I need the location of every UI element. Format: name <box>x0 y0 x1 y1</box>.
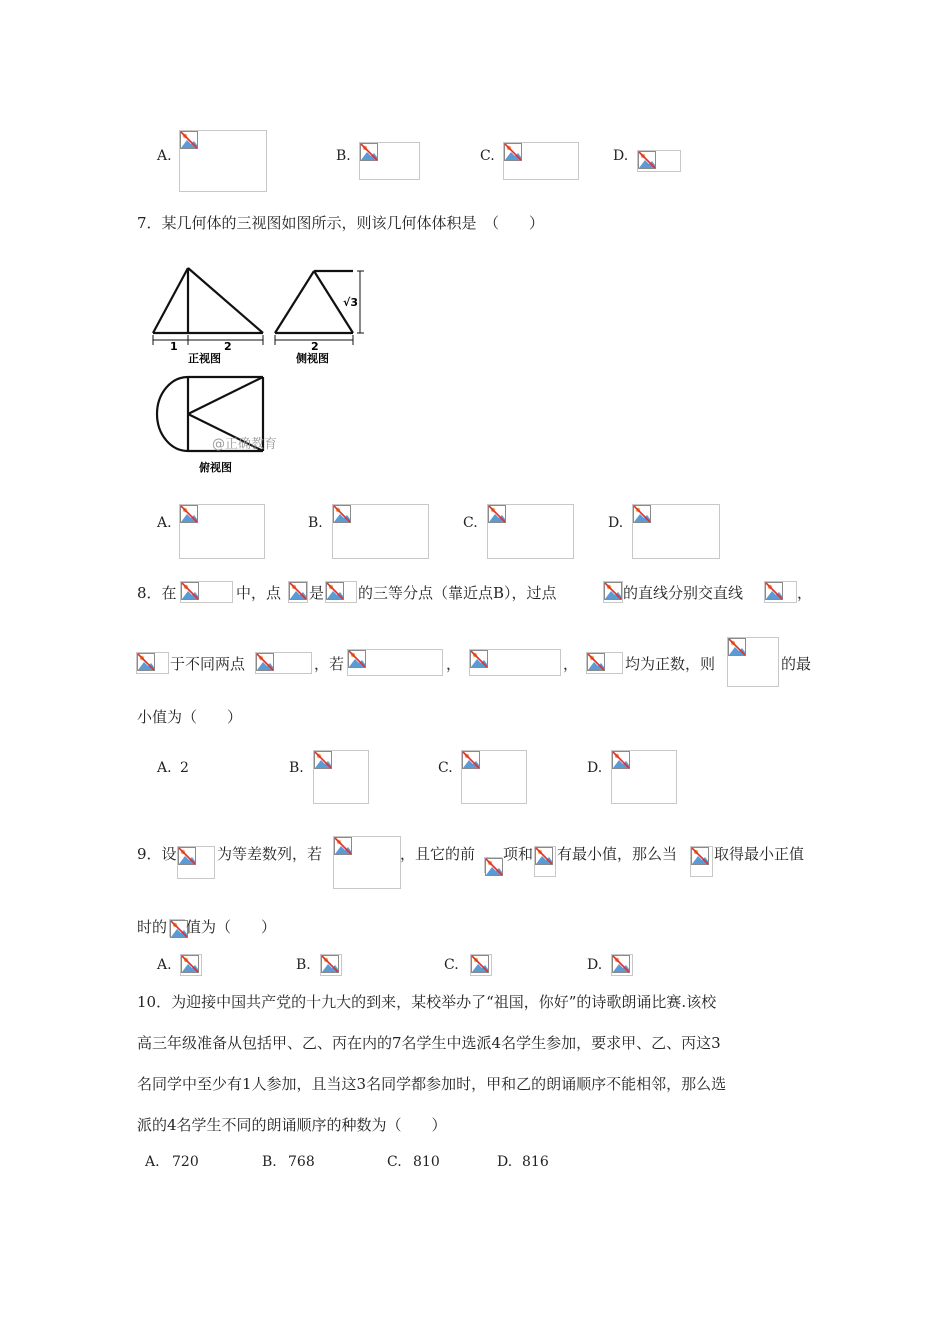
q8-seg4: 的三等分点（靠近点B），过点 <box>358 584 557 602</box>
watermark: @正确教育 <box>212 437 278 452</box>
broken-image-icon <box>612 955 630 973</box>
broken-image-icon <box>765 582 783 600</box>
q6-option-c-label: C. <box>480 148 495 164</box>
q7-stem: 7．某几何体的三视图如图所示，则该几何体体积是 （ ） <box>137 214 545 232</box>
q8-seg10: ， <box>563 655 579 673</box>
broken-image-icon <box>535 847 553 865</box>
q9-line2b: 值为（ ） <box>186 918 277 936</box>
q7-three-view-figure <box>150 262 370 482</box>
broken-image-icon <box>691 847 709 865</box>
q6-option-d-label: D. <box>613 148 629 164</box>
broken-image-icon <box>638 151 656 169</box>
q8-option-a-value: 2 <box>180 760 189 776</box>
q9-option-d-image <box>611 954 633 976</box>
q8-option-a-label: A. <box>157 760 172 776</box>
q9-line2a: 时的 <box>137 918 168 936</box>
broken-image-icon <box>314 751 332 769</box>
q10-line2: 高三年级准备从包括甲、乙、丙在内的7名学生中选派4名学生参加，要求甲、乙、丙这3 <box>137 1034 721 1052</box>
q6-option-c-image <box>503 142 579 180</box>
q10-option-a-value: 720 <box>172 1154 199 1170</box>
q9-option-a-image <box>180 954 202 976</box>
broken-image-icon <box>360 143 378 161</box>
q7-option-c-image <box>487 504 574 559</box>
q7-option-a-label: A. <box>157 515 172 531</box>
q10-option-b-label: B. <box>262 1154 277 1170</box>
q9-option-c-label: C. <box>444 957 459 973</box>
broken-image-icon <box>488 505 506 523</box>
broken-image-icon <box>633 505 651 523</box>
dim-1: 1 <box>170 340 178 353</box>
q9-inline-image-2 <box>333 836 401 889</box>
broken-image-icon <box>321 955 339 973</box>
q8-option-b-label: B. <box>289 760 304 776</box>
q7-option-c-label: C. <box>463 515 478 531</box>
q6-option-d-image <box>637 150 681 172</box>
q8-option-c-label: C. <box>438 760 453 776</box>
q9-inline-image-4 <box>534 846 556 877</box>
broken-image-icon <box>289 582 307 600</box>
q10-option-c-value: 810 <box>413 1154 440 1170</box>
q7-option-d-image <box>632 504 720 559</box>
q9-inline-image-1 <box>177 846 215 879</box>
q9-inline-image-3 <box>484 857 502 873</box>
q8-seg3: 是 <box>309 584 325 602</box>
q8-inline-image-2 <box>288 581 308 603</box>
q9-option-b-label: B. <box>296 957 311 973</box>
q6-option-a-image <box>179 130 267 192</box>
q9-seg6: 取得最小正值 <box>714 845 805 863</box>
q9-seg5: 有最小值，那么当 <box>557 845 678 863</box>
q8-option-d-label: D. <box>587 760 603 776</box>
broken-image-icon <box>470 650 488 668</box>
q8-seg6: ， <box>797 584 813 602</box>
q7-option-d-label: D. <box>608 515 624 531</box>
q8-inline-image-1 <box>180 581 233 603</box>
q8-line3: 小值为（ ） <box>137 708 243 726</box>
q6-option-b-label: B. <box>336 148 351 164</box>
dim-2: 2 <box>224 340 232 353</box>
q8-option-b-image <box>313 750 369 804</box>
q8-seg2: 中，点 <box>236 584 282 602</box>
dim-side-2: 2 <box>311 340 319 353</box>
broken-image-icon <box>348 650 366 668</box>
q9-seg1: 9．设 <box>137 845 177 863</box>
q7-option-b-label: B. <box>308 515 323 531</box>
broken-image-icon <box>587 653 605 671</box>
q8-inline-image-8 <box>347 649 443 676</box>
q8-inline-image-3 <box>325 581 357 603</box>
q8-seg8: ，若 <box>314 655 345 673</box>
q9-seg2: 为等差数列，若 <box>217 845 323 863</box>
side-view-label: 侧视图 <box>296 352 329 365</box>
broken-image-icon <box>178 847 196 865</box>
q9-option-b-image <box>320 954 342 976</box>
q8-inline-image-6 <box>136 652 169 674</box>
broken-image-icon <box>728 638 746 656</box>
broken-image-icon <box>471 955 489 973</box>
q10-option-b-value: 768 <box>288 1154 315 1170</box>
q8-option-d-image <box>611 750 677 804</box>
q9-seg3: ，且它的前 <box>400 845 476 863</box>
broken-image-icon <box>485 858 503 876</box>
q8-inline-image-4 <box>603 581 623 603</box>
q8-seg1: 8．在 <box>137 584 177 602</box>
broken-image-icon <box>137 653 155 671</box>
q7-option-b-image <box>332 504 429 559</box>
q8-inline-image-9 <box>469 649 561 676</box>
q8-inline-image-7 <box>255 652 312 674</box>
broken-image-icon <box>333 505 351 523</box>
front-view-label: 正视图 <box>188 352 221 365</box>
q9-option-d-label: D. <box>587 957 603 973</box>
broken-image-icon <box>604 582 622 600</box>
q10-option-c-label: C. <box>387 1154 402 1170</box>
q8-seg5: 的直线分别交直线 <box>623 584 744 602</box>
broken-image-icon <box>256 653 274 671</box>
q9-seg4: 项和 <box>503 845 534 863</box>
front-view <box>153 268 263 333</box>
q8-option-c-image <box>461 750 527 804</box>
q10-option-d-label: D. <box>497 1154 513 1170</box>
q8-seg9: ， <box>446 655 462 673</box>
q10-option-d-value: 816 <box>522 1154 549 1170</box>
broken-image-icon <box>181 955 199 973</box>
q9-option-a-label: A. <box>157 957 172 973</box>
broken-image-icon <box>334 837 352 855</box>
broken-image-icon <box>180 505 198 523</box>
broken-image-icon <box>462 751 480 769</box>
q8-inline-image-5 <box>764 581 797 603</box>
broken-image-icon <box>326 582 344 600</box>
q6-option-a-label: A. <box>157 148 172 164</box>
q7-option-a-image <box>179 504 265 559</box>
q8-seg12: 的最 <box>781 655 812 673</box>
q8-inline-image-10 <box>586 652 623 674</box>
q10-option-a-label: A. <box>145 1154 160 1170</box>
q9-inline-image-5 <box>690 846 713 877</box>
side-view <box>275 271 353 333</box>
q8-inline-image-11 <box>727 637 779 687</box>
q9-option-c-image <box>470 954 492 976</box>
broken-image-icon <box>181 582 199 600</box>
q10-line4: 派的4名学生不同的朗诵顺序的种数为（ ） <box>137 1116 447 1134</box>
broken-image-icon <box>612 751 630 769</box>
broken-image-icon <box>180 131 198 149</box>
top-view-label: 俯视图 <box>199 461 232 474</box>
dim-sqrt3: √3 <box>343 296 358 309</box>
broken-image-icon <box>504 143 522 161</box>
q8-seg7: 于不同两点 <box>170 655 246 673</box>
q9-inline-image-6 <box>169 919 185 937</box>
q10-line1: 10．为迎接中国共产党的十九大的到来，某校举办了“祖国，你好”的诗歌朗诵比赛.该校 <box>137 993 717 1011</box>
q8-seg11: 均为正数，则 <box>625 655 716 673</box>
q6-option-b-image <box>359 142 420 180</box>
q10-line3: 名同学中至少有1人参加，且当这3名同学都参加时，甲和乙的朗诵顺序不能相邻，那么选 <box>137 1075 727 1093</box>
